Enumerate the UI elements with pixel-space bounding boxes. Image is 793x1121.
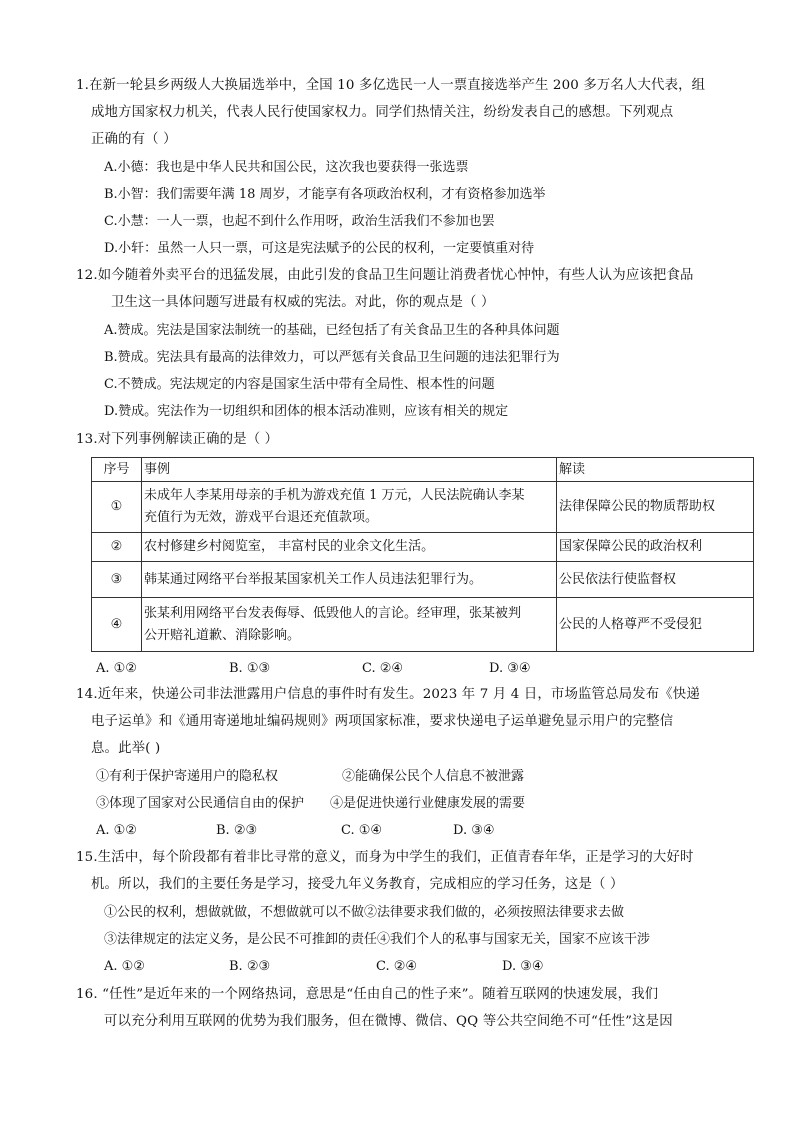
- row-case: [142, 533, 557, 562]
- question-11-option-d: D.小轩：虽然一人只一票，可这是宪法赋予的公民的权利，一定要慎重对待: [104, 241, 535, 256]
- question-14-stem-line-1: 14.近年来，快递公司非法泄露用户信息的事件时有发生。2023 年 7 月 4 日，市场监管总局发布《快递: [76, 687, 700, 702]
- question-14-answer-b: B. ②③: [216, 823, 258, 838]
- table-row: [92, 482, 754, 533]
- question-15-item-line-1: ①公民的权利，想做就做，不想做就可以不做②法律要求我们做的，必须按照法律要求去做: [104, 905, 625, 920]
- question-11-option-b: B.小智：我们需要年满 18 周岁，才能享有各项政治权利，才有资格参加选举: [104, 187, 546, 202]
- question-12-option-a: A.赞成。宪法是国家法制统一的基础，已经包括了有关食品卫生的各种具体问题: [104, 323, 560, 338]
- question-14-answer-c: C. ①④: [341, 823, 383, 838]
- question-14-answer-d: D. ③④: [453, 823, 495, 838]
- question-16-stem-line-2: 可以充分利用互联网的优势为我们服务，但在微博、微信、QQ 等公共空间绝不可“任性”这是因: [104, 1014, 673, 1029]
- question-14-item-4: ④是促进快递行业健康发展的需要: [330, 796, 526, 811]
- question-14-item-3: ③体现了国家对公民通信自由的保护: [96, 796, 305, 811]
- row-number: ③: [92, 562, 142, 598]
- table-header-number: 序号: [92, 458, 142, 482]
- question-16-stem-line-1: 16. “任性”是近年来的一个网络热词，意思是“任由自己的性子来”。随着互联网的快速发展，我们: [76, 987, 659, 1002]
- row-case-line: 农村修建乡村阅览室， 丰富村民的业余文化生活。: [144, 539, 435, 554]
- question-15-item-line-2: ③法律规定的法定义务，是公民不可推卸的责任④我们个人的私事与国家无关，国家不应该干涉: [104, 932, 651, 947]
- row-number: ②: [92, 533, 142, 562]
- question-14-stem-line-2: 电子运单》和《通用寄递地址编码规则》两项国家标准，要求快递电子运单避免显示用户的完整信: [91, 714, 674, 729]
- row-case-line: 公开赔礼道歉、消除影响。: [144, 627, 301, 643]
- table-header-row: [92, 458, 754, 482]
- question-11-stem-line-2: 成地方国家权力机关，代表人民行使国家权力。同学们热情关注，纷纷发表自己的感想。下列观点: [91, 105, 674, 120]
- question-11-option-c: C.小慧：一人一票，也起不到什么作用呀，政治生活我们不参加也罢: [104, 214, 495, 229]
- question-11-stem-line-1: 1.在新一轮县乡两级人大换届选举中，全国 10 多亿选民一人一票直接选举产生 200 多万名人大代表，组: [76, 78, 706, 93]
- question-11-stem-line-3: 正确的有（ ）: [91, 132, 177, 147]
- question-13-table: [91, 457, 754, 652]
- row-reading: 国家保障公民的政治权利: [557, 533, 754, 562]
- question-15-answer-d: D. ③④: [502, 959, 544, 974]
- question-14-item-1: ①有利于保护寄递用户的隐私权: [96, 769, 279, 784]
- table-header-case: 事例: [142, 458, 557, 482]
- row-reading: 公民的人格尊严不受侵犯: [557, 598, 754, 652]
- row-case-line: 张某利用网络平台发表侮辱、低毁他人的言论。经审理，张某被判: [144, 605, 522, 621]
- row-case: [142, 482, 557, 533]
- question-13-answer-d: D. ③④: [489, 661, 531, 676]
- question-14-stem-line-3: 息。此举( ): [91, 741, 161, 756]
- question-13-stem: 13.对下列事例解读正确的是（ ）: [76, 432, 279, 447]
- question-15-answer-a: A. ①②: [104, 959, 145, 974]
- question-12-option-d: D.赞成。宪法作为一切组织和团体的根本活动准则，应该有相关的规定: [104, 404, 509, 419]
- row-reading: 法律保障公民的物质帮助权: [557, 482, 754, 533]
- question-13-answer-c: C. ②④: [362, 661, 404, 676]
- question-15-answer-c: C. ②④: [376, 959, 418, 974]
- question-14-item-2: ②能确保公民个人信息不被泄露: [342, 769, 525, 784]
- question-14-answer-a: A. ①②: [96, 823, 137, 838]
- table-row: [92, 533, 754, 562]
- question-11-option-a: A.小德：我也是中华人民共和国公民，这次我也要获得一张选票: [104, 160, 469, 175]
- question-12-stem-line-1: 12.如今随着外卖平台的迅猛发展，由此引发的食品卫生问题让消费者忧心忡忡，有些人认为应该把食品: [76, 268, 694, 283]
- question-15-stem-line-2: 机。所以，我们的主要任务是学习，接受九年义务教育，完成相应的学习任务，这是（ ）: [91, 877, 624, 892]
- row-case: [142, 598, 557, 652]
- row-reading: 公民依法行使监督权: [557, 562, 754, 598]
- question-15-answer-b: B. ②③: [229, 959, 271, 974]
- row-number: ①: [92, 482, 142, 533]
- question-13-answer-a: A. ①②: [96, 661, 137, 676]
- question-12-option-c: C.不赞成。宪法规定的内容是国家生活中带有全局性、根本性的问题: [104, 377, 495, 392]
- question-15-stem-line-1: 15.生活中，每个阶段都有着非比寻常的意义，而身为中学生的我们，正值青春年华，正是学习的大好时: [76, 850, 694, 865]
- row-number: ④: [92, 598, 142, 652]
- question-13-answer-b: B. ①③: [229, 661, 271, 676]
- row-case-line: 未成年人李某用母亲的手机为游戏充值 1 万元，人民法院确认李某: [144, 488, 525, 503]
- row-case-line: 充值行为无效，游戏平台退还充值款项。: [144, 510, 379, 525]
- row-case: [142, 562, 557, 598]
- table-row: [92, 562, 754, 598]
- table-header-reading: 解读: [557, 458, 754, 482]
- row-case-line: 韩某通过网络平台举报某国家机关工作人员违法犯罪行为。: [144, 571, 483, 587]
- question-12-stem-line-2: 卫生这一具体问题写进最有权威的宪法。对此，你的观点是（ ）: [111, 295, 495, 310]
- question-12-option-b: B.赞成。宪法具有最高的法律效力，可以严惩有关食品卫生问题的违法犯罪行为: [104, 350, 560, 365]
- table-row: [92, 598, 754, 652]
